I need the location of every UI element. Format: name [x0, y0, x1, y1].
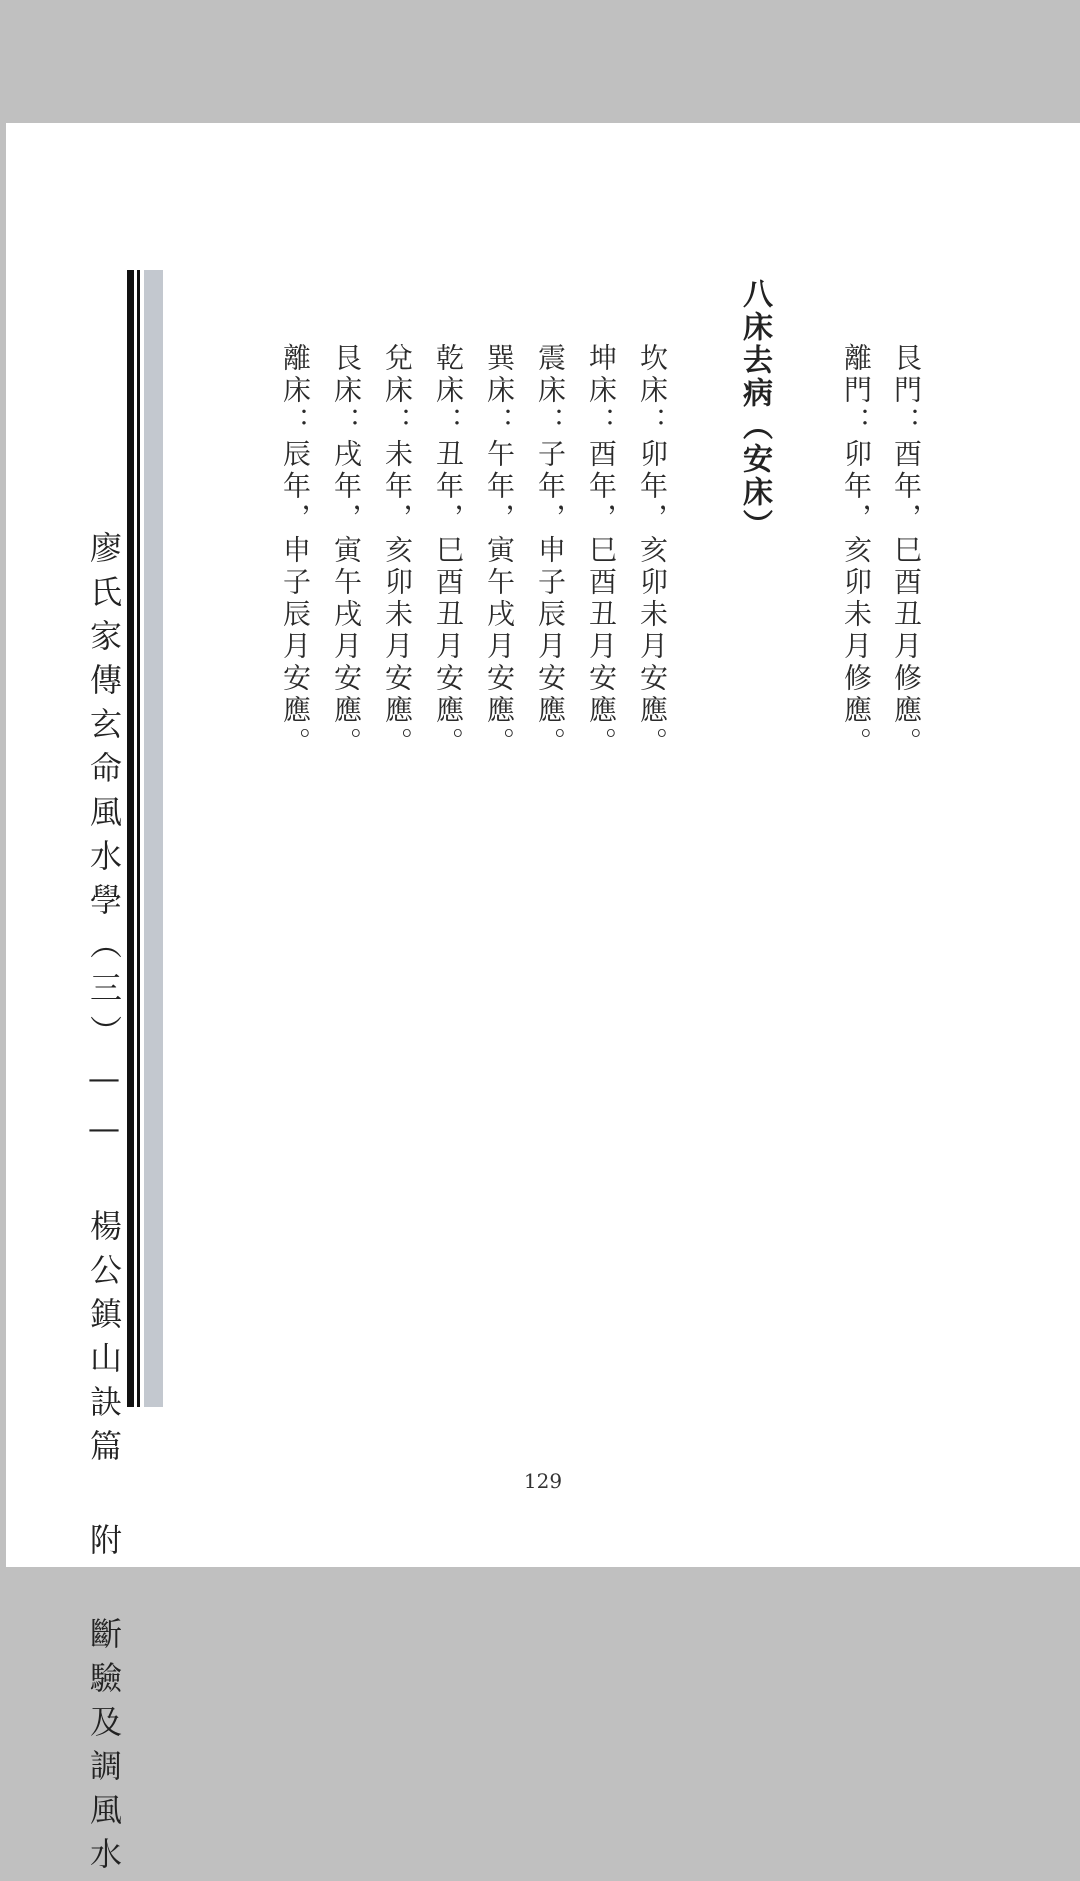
text-line: 震床：子年，申子辰月安應。 — [534, 343, 567, 759]
running-title: 廖氏家傳玄命風水學（三）—— 楊公鎮山訣篇 附 斷驗及調風水 — [85, 531, 123, 1881]
text-line: 坎床：卯年，亥卯未月安應。 — [636, 343, 669, 759]
rule-thick — [127, 270, 134, 1407]
rule-thin — [137, 270, 140, 1407]
text-line: 離門：卯年，亥卯未月修應。 — [840, 343, 873, 759]
text-line: 乾床：丑年，巳酉丑月安應。 — [432, 343, 465, 759]
section-heading: 八床去病（安床） — [737, 278, 772, 542]
text-line: 艮床：戌年，寅午戌月安應。 — [330, 343, 363, 759]
text-line: 兌床：未年，亥卯未月安應。 — [381, 343, 414, 759]
text-line: 坤床：酉年，巳酉丑月安應。 — [585, 343, 618, 759]
page-number: 129 — [523, 1469, 563, 1493]
text-line: 艮門：酉年，巳酉丑月修應。 — [890, 343, 923, 759]
book-page — [6, 123, 1080, 1881]
rule-gray — [144, 270, 163, 1407]
text-line: 離床：辰年，申子辰月安應。 — [279, 343, 312, 759]
text-line: 巽床：午年，寅午戌月安應。 — [483, 343, 516, 759]
